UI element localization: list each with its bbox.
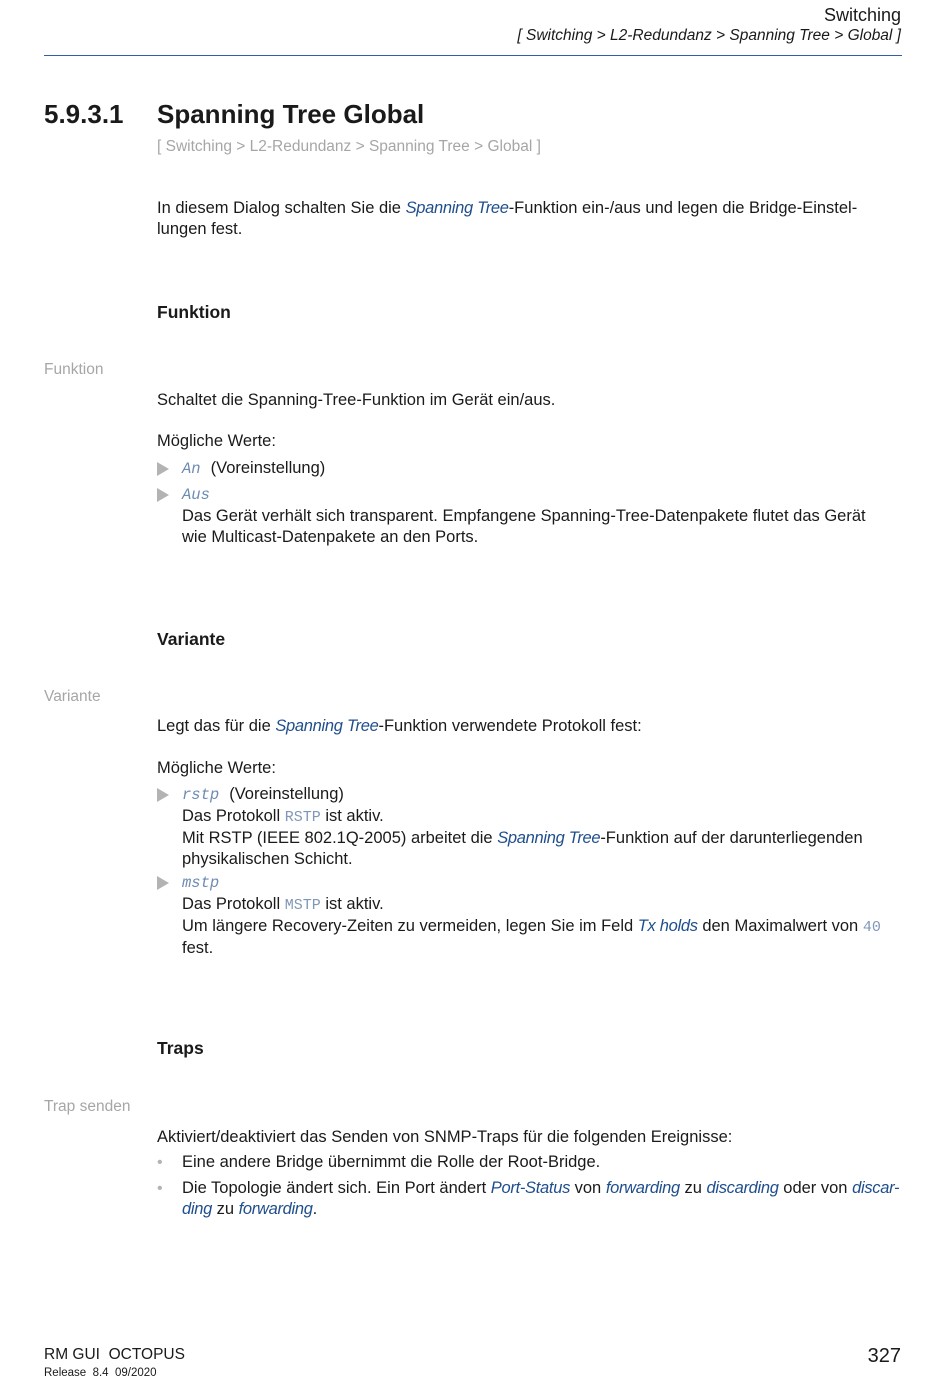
rstp-line2-post: -Funktion auf der darunterliegenden <box>600 829 863 847</box>
intro-text: In diesem Dialog schalten Sie die <box>157 199 406 217</box>
footer-document-title: RM GUI OCTOPUS <box>44 1346 185 1363</box>
option-desc-line2: wie Multicast-Datenpakete an den Ports. <box>182 528 479 546</box>
option-value-aus: Aus <box>182 486 210 504</box>
funktion-heading: Funktion <box>157 302 231 322</box>
traps-heading: Traps <box>157 1038 204 1058</box>
mstp-line1-post: ist aktiv. <box>320 895 384 913</box>
funktion-option-aus <box>157 484 902 548</box>
mstp-line2-mid: den Maximalwert von <box>697 917 863 935</box>
option-note: (Voreinstellung) <box>229 785 344 803</box>
bullet-dot-icon: • <box>157 1180 163 1197</box>
option-value-an: An <box>182 460 201 478</box>
bullet2-text: oder von <box>778 1179 853 1197</box>
discarding-link-part2[interactable]: ding <box>182 1200 212 1218</box>
traps-bullet-topology <box>157 1178 902 1220</box>
variante-description <box>157 716 902 737</box>
variante-values-label: Mögliche Werte: <box>157 759 276 777</box>
variante-option-mstp <box>157 872 902 959</box>
intro-text-post: -Funktion ein-/aus und legen die Bridge-Einstel- <box>508 199 858 217</box>
mstp-line2-text: Um längere Recovery-Zeiten zu vermeiden, legen Sie im Feld <box>182 917 638 935</box>
variante-heading: Variante <box>157 629 226 649</box>
bullet2-text: . <box>312 1200 318 1218</box>
traps-margin-label: Trap senden <box>44 1098 131 1115</box>
section-number: 5.9.3.1 <box>44 99 124 129</box>
triangle-bullet-icon <box>157 876 169 890</box>
funktion-margin-label: Funktion <box>44 361 104 378</box>
bullet2-text: Die Topologie ändert sich. Ein Port ändert <box>182 1179 491 1197</box>
funktion-description: Schaltet die Spanning-Tree-Funktion im Gerät ein/aus. <box>157 391 556 409</box>
page-number: 327 <box>867 1345 901 1367</box>
rstp-line3-text: physikalischen Schicht. <box>182 850 353 868</box>
tx-holds-link[interactable]: Tx holds <box>637 917 698 935</box>
intro-spanning-tree-link[interactable]: Spanning Tree <box>405 199 509 217</box>
bullet2-text: von <box>570 1179 606 1197</box>
mstp-line1-text: Das Protokoll <box>182 895 285 913</box>
variante-margin-label: Variante <box>44 688 101 705</box>
variante-desc-text: Legt das für die <box>157 717 276 735</box>
variante-option-rstp <box>157 784 902 870</box>
bullet2-text: zu <box>212 1200 239 1218</box>
variante-desc-text-post: -Funktion verwendete Protokoll fest: <box>378 717 642 735</box>
mstp-code: MSTP <box>284 897 321 914</box>
variante-spanning-tree-link[interactable]: Spanning Tree <box>275 717 379 735</box>
max-value-code: 40 <box>862 919 881 936</box>
triangle-bullet-icon <box>157 488 169 502</box>
rstp-code: RSTP <box>284 809 321 826</box>
rstp-line1-text: Das Protokoll <box>182 807 285 825</box>
bullet2-text: zu <box>679 1179 707 1197</box>
forwarding-link[interactable]: forwarding <box>238 1200 313 1218</box>
intro-paragraph <box>157 198 902 240</box>
mstp-line3-text: fest. <box>182 939 214 957</box>
section-breadcrumb: [ Switching > L2-Redundanz > Spanning Tree > Global ] <box>157 138 541 155</box>
traps-bullet-root-bridge <box>157 1152 902 1173</box>
bullet1-text: Eine andere Bridge übernimmt die Rolle der Root-Bridge. <box>182 1153 601 1171</box>
option-note: (Voreinstellung) <box>210 459 326 477</box>
traps-description: Aktiviert/deaktiviert das Senden von SNMP-Traps für die folgenden Ereignisse: <box>157 1128 733 1146</box>
option-desc-line1: Das Gerät verhält sich transparent. Empfangene Spanning-Tree-Datenpakete flutet das Gerät <box>182 507 866 525</box>
intro-text-line2: lungen fest. <box>157 220 243 238</box>
header-chapter: Switching <box>823 5 901 25</box>
discarding-link-part1[interactable]: discar- <box>852 1179 900 1197</box>
discarding-link[interactable]: discarding <box>706 1179 779 1197</box>
triangle-bullet-icon <box>157 462 169 476</box>
option-value-rstp: rstp <box>182 786 220 804</box>
footer-release: Release 8.4 09/2020 <box>44 1367 157 1379</box>
triangle-bullet-icon <box>157 788 169 802</box>
option-value-mstp: mstp <box>182 874 220 892</box>
forwarding-link[interactable]: forwarding <box>605 1179 680 1197</box>
rstp-spanning-tree-link[interactable]: Spanning Tree <box>497 829 601 847</box>
funktion-option-an <box>157 458 902 480</box>
header-divider <box>44 55 902 56</box>
rstp-line2-text: Mit RSTP (IEEE 802.1Q-2005) arbeitet die <box>182 829 498 847</box>
header-breadcrumb: [ Switching > L2-Redundanz > Spanning Tree > Global ] <box>517 27 901 44</box>
bullet-dot-icon: • <box>157 1154 163 1171</box>
section-title: Spanning Tree Global <box>157 99 425 129</box>
rstp-line1-post: ist aktiv. <box>320 807 384 825</box>
funktion-values-label: Mögliche Werte: <box>157 432 276 450</box>
port-status-link[interactable]: Port-Status <box>490 1179 571 1197</box>
